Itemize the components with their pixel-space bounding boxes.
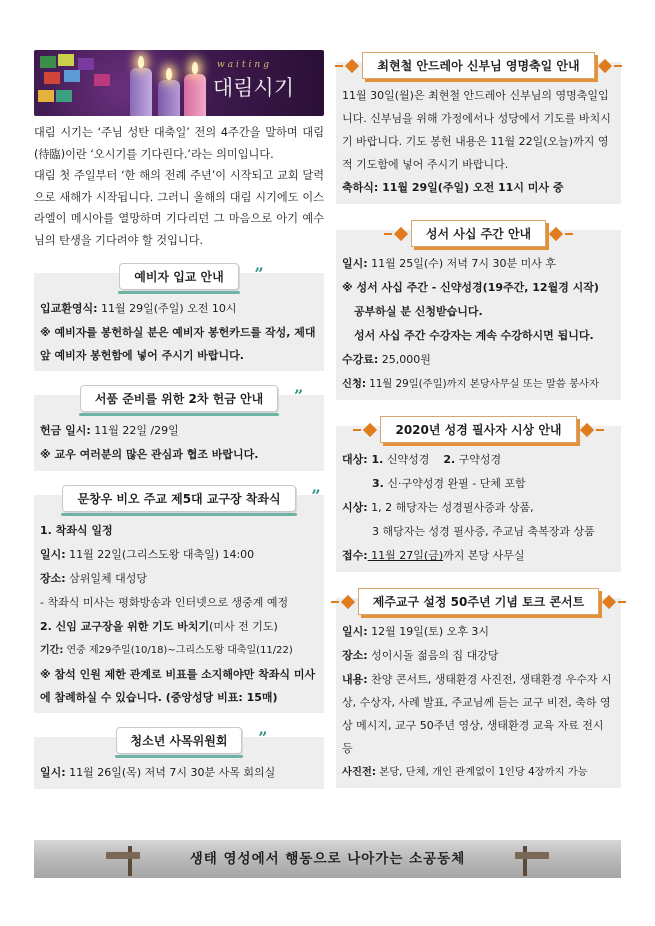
left-column [34,50,324,789]
footer-banner [34,840,621,878]
youth-committee-section: 청소년 사목위원회 ” 일시: 11월 26일(목) 저녁 7시 30분 사목 회의실 [34,737,324,789]
advent-banner-image [34,50,324,116]
intro-paragraph: 대림 첫 주일부터 ‘한 해의 전례 주년’이 시작되고 교회 달력으로 새해가 시작됩니다. 그러니 올해의 대림 시기에도 이스라엘이 메시아를 열망하며 기다리던 그 마음으로 아기 예수님의 탄생을 기다려야 할 것입니다. [34,169,324,247]
section-title: 제주교구 설정 50주년 기념 토크 콘서트 [358,588,599,615]
intro-paragraph: 대림 시기는 ‘주님 성탄 대축일’ 전의 4주간을 말하며 대림(待臨)이란 ‘오시기를 기다린다.’라는 의미입니다. [34,126,324,161]
quote-icon: ” [293,386,304,405]
quote-icon: ” [258,728,268,747]
section-title: 청소년 사목위원회 ” [116,727,243,754]
section-title: 문창우 비오 주교 제5대 교구장 착좌식 ” [62,485,295,512]
advent-intro [34,122,324,251]
quote-icon: ” [254,264,264,283]
right-column [336,50,621,788]
banner-subtitle: waiting [216,60,272,70]
section-title: 서품 준비를 위한 2차 헌금 안내 ” [80,385,278,412]
signpost-icon [501,846,549,872]
catechumen-section: 예비자 입교 안내 ” 입교환영식: 11월 29일(주일) 오전 10시 ※ 예비자를 봉헌하실 분은 예비자 봉헌카드를 작성, 제대 앞 예비자 봉헌함에 넣어 주시기 바랍니다. [34,273,324,371]
quote-icon: ” [311,486,321,505]
banner-title: 대림시기 [212,76,294,100]
section-title: 최현철 안드레아 신부님 영명축일 안내 [362,52,594,79]
signpost-icon [106,846,154,872]
section-title: 예비자 입교 안내 ” [119,263,239,290]
ordination-collection-section: 서품 준비를 위한 2차 헌금 안내 ” 헌금 일시: 11월 22일 /29일 ※ 교우 여러분의 많은 관심과 협조 바랍니다. [34,395,324,471]
bishop-installation-section: 문창우 비오 주교 제5대 교구장 착좌식 ” 1. 착좌식 일정 일시: 11월 22일(그리스도왕 대축일) 14:00 장소: 삼위일체 대성당 - 착좌식 미사는 평화방송과 인터넷으로 생중계 예정 2. 신임 교구장을 위한 기도 바치기(미사 전 기도) 기간: 연중 제29주일(10/18)~그리스도왕 대축일(11/22) ※ 참석 인원 제한 관계로 비표를 소지해야만 착좌식 미사에 참례하실 수 있습니다. (중앙성당 비표: 15매) [34,495,324,713]
bible-transcription-award-section: 2020년 성경 필사자 시상 안내 대상: 1. 신약성경 2. 구약성경 3. 신·구약성경 완필 - 단체 포함 시상: 1, 2 해당자는 성경필사증과 상품, 3 해당자는 성경 필사증, 주교님 축복장과 상품 접수: 11월 27일(금)까지 본당 사무실 [336,426,621,572]
section-title: 2020년 성경 필사자 시상 안내 [380,416,576,443]
bible-study-section: 성서 사십 주간 안내 일시: 11월 25일(수) 저녁 7시 30분 미사 후 ※ 성서 사십 주간 - 신약성경(19주간, 12월경 시작) 공부하실 분 신청받습니다. 성서 사십 주간 수강자는 계속 수강하시면 됩니다. 수강료: 25,000원 신청: 11월 29일(주일)까지 본당사무실 또는 말씀 봉사자 [336,230,621,400]
feast-day-section: 최현철 안드레아 신부님 영명축일 안내 11월 30일(월)은 최현철 안드레아 신부님의 영명축일입니다. 신부님을 위해 가정에서나 성당에서 기도를 바치시기 바랍니다. 기도 봉헌 내용은 11월 22일(오늘)까지 영적 기도함에 넣어 주시기 바랍니다. 축하식: 11월 29일(주일) 오전 11시 미사 중 [336,62,621,204]
section-title: 성서 사십 주간 안내 [411,220,546,247]
talk-concert-section: 제주교구 설정 50주년 기념 토크 콘서트 일시: 12월 19일(토) 오후 3시 장소: 성이시돌 젊음의 집 대강당 내용: 찬양 콘서트, 생태환경 사진전, 생태환경 우수자 시상, 수상자, 사례 발표, 주교님께 듣는 교구 비전, 축하 영상 메시지, 교구 50주년 영상, 생태환경 교육 자료 전시 등 사진전: 본당, 단체, 개인 관계없이 1인당 4장까지 가능 [336,598,621,788]
footer-text: 생태 영성에서 행동으로 나아가는 소공동체 [189,851,466,867]
